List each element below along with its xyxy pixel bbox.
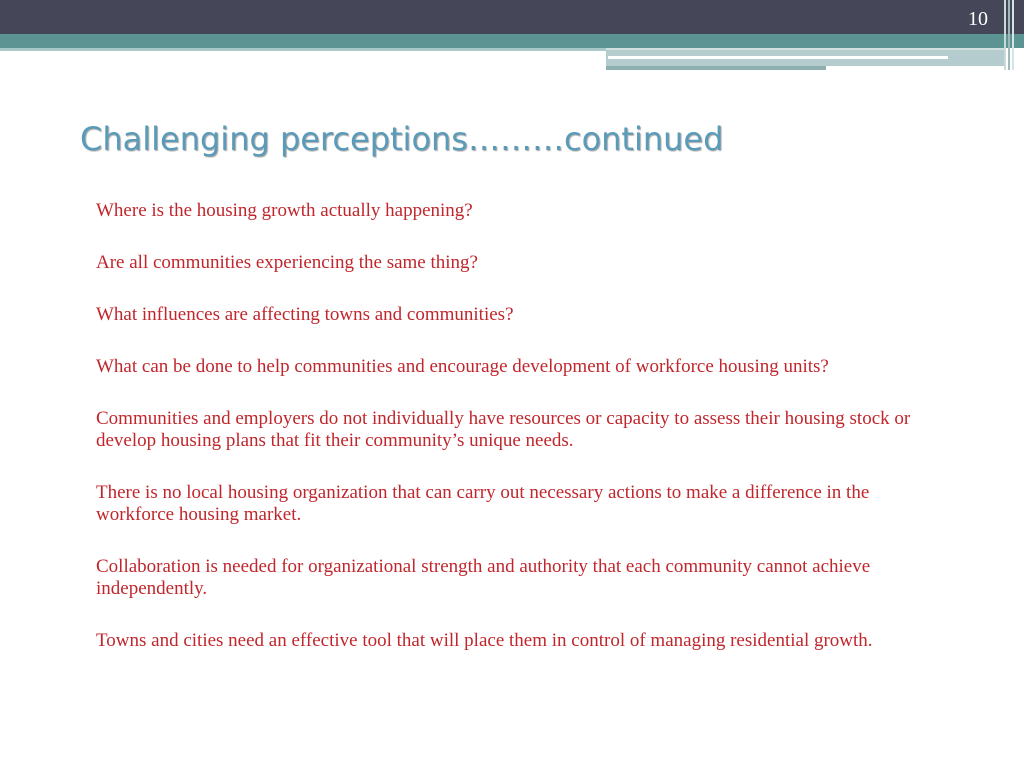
decorative-line [608,56,948,59]
slide-title: Challenging perceptions………continued [80,120,724,158]
list-item: What can be done to help communities and encourage development of workforce housing units? [96,356,829,377]
list-item: What influences are affecting towns and communities? [96,304,514,325]
list-item: Communities and employers do not individually have resources or capacity to assess their housing stock or develop housing plans that fit their community’s unique needs. [96,408,911,451]
list-item: Towns and cities need an effective tool that will place them in control of managing residential growth. [96,630,873,651]
decorative-vertical-bar [1004,0,1006,70]
bullet-list [96,200,946,682]
decorative-underline [606,66,826,70]
decorative-vertical-bar [1012,0,1014,70]
header-bar [0,0,1024,34]
decorative-vertical-bar [1008,0,1010,70]
header-stripe [0,48,606,51]
list-item: Where is the housing growth actually happening? [96,200,473,221]
header-accent-band [0,34,1024,48]
slide-number: 10 [968,8,988,30]
list-item: Collaboration is needed for organizational strength and authority that each community cannot achieve independently. [96,556,871,599]
list-item: Are all communities experiencing the same thing? [96,252,478,273]
list-item: There is no local housing organization that can carry out necessary actions to make a difference in the workforce housing market. [96,482,870,525]
